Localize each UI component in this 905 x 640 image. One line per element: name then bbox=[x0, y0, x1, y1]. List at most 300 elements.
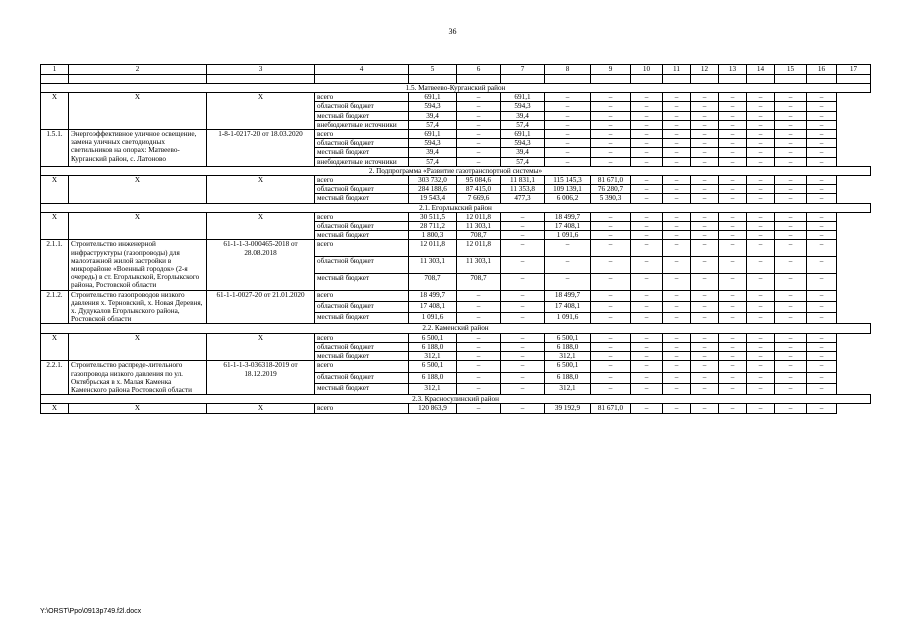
amount-cell: – bbox=[807, 342, 837, 351]
amount-cell: – bbox=[631, 148, 663, 157]
amount-cell: 312,1 bbox=[545, 352, 591, 361]
amount-cell: – bbox=[501, 222, 545, 231]
amount-cell: – bbox=[501, 231, 545, 240]
amount-cell: 1 091,6 bbox=[409, 313, 457, 324]
item-number: 2.1.1. bbox=[41, 240, 69, 290]
amount-cell: – bbox=[747, 194, 775, 203]
amount-cell: – bbox=[663, 139, 691, 148]
amount-cell: – bbox=[591, 240, 631, 257]
amount-cell: – bbox=[501, 342, 545, 351]
amount-cell: – bbox=[807, 120, 837, 129]
amount-cell: – bbox=[691, 290, 719, 301]
amount-cell: – bbox=[807, 185, 837, 194]
amount-cell: – bbox=[719, 139, 747, 148]
amount-cell: 17 408,1 bbox=[545, 301, 591, 312]
amount-cell: – bbox=[807, 222, 837, 231]
amount-cell: – bbox=[691, 361, 719, 372]
item-document: 61-1-1-3-000465-2018 от 28.08.2018 bbox=[207, 240, 315, 290]
amount-cell: – bbox=[775, 404, 807, 413]
amount-cell: – bbox=[747, 231, 775, 240]
amount-cell: – bbox=[775, 148, 807, 157]
amount-cell: – bbox=[691, 148, 719, 157]
amount-cell: – bbox=[747, 212, 775, 221]
amount-cell: – bbox=[719, 148, 747, 157]
amount-cell: – bbox=[663, 273, 691, 290]
amount-cell: – bbox=[719, 222, 747, 231]
amount-cell: – bbox=[719, 342, 747, 351]
section-heading-row bbox=[41, 324, 871, 333]
amount-cell: – bbox=[501, 383, 545, 394]
amount-cell: 691,1 bbox=[501, 93, 545, 102]
amount-cell: – bbox=[545, 120, 591, 129]
amount-cell: – bbox=[457, 313, 501, 324]
amount-cell: 81 671,0 bbox=[591, 404, 631, 413]
item-document: 1-8-1-0217-20 от 18.03.2020 bbox=[207, 130, 315, 167]
item-name: X bbox=[69, 93, 207, 130]
amount-cell: – bbox=[631, 194, 663, 203]
amount-cell: – bbox=[663, 361, 691, 372]
amount-cell: – bbox=[807, 148, 837, 157]
amount-cell: – bbox=[457, 301, 501, 312]
amount-cell: – bbox=[591, 290, 631, 301]
amount-cell: 708,7 bbox=[409, 273, 457, 290]
amount-cell: – bbox=[691, 231, 719, 240]
funding-source: всего bbox=[315, 212, 409, 221]
table-row bbox=[41, 333, 871, 342]
amount-cell: – bbox=[747, 185, 775, 194]
amount-cell: – bbox=[457, 372, 501, 383]
amount-cell: 708,7 bbox=[457, 231, 501, 240]
amount-cell: 95 084,6 bbox=[457, 176, 501, 185]
item-name: Энергоэффективное уличное освещение, замена уличных светодиодных светильников на опорах: Матвеево-Курганский район, с. Латоново bbox=[69, 130, 207, 167]
amount-cell: 7 669,6 bbox=[457, 194, 501, 203]
amount-cell: – bbox=[719, 157, 747, 166]
amount-cell: – bbox=[807, 111, 837, 120]
item-name: Строительство инженерной инфраструктуры (газопроводы) для малоэтажной жилой застройки в микрорайоне «Военный городок» (2-я очередь) в ст. Егорлыкской, Егорлыкского района, Ростовской области bbox=[69, 240, 207, 290]
amount-cell: 6 500,1 bbox=[545, 361, 591, 372]
amount-cell: – bbox=[591, 130, 631, 139]
amount-cell: – bbox=[501, 257, 545, 274]
amount-cell: – bbox=[775, 120, 807, 129]
amount-cell: – bbox=[591, 342, 631, 351]
column-number: 10 bbox=[631, 65, 663, 75]
amount-cell: – bbox=[631, 111, 663, 120]
amount-cell: – bbox=[747, 111, 775, 120]
amount-cell: – bbox=[631, 185, 663, 194]
amount-cell: – bbox=[775, 176, 807, 185]
amount-cell: – bbox=[691, 404, 719, 413]
funding-source: местный бюджет bbox=[315, 273, 409, 290]
amount-cell: – bbox=[457, 120, 501, 129]
section-heading: 2.3. Красносулинский район bbox=[41, 395, 871, 404]
amount-cell: – bbox=[719, 372, 747, 383]
section-heading-row bbox=[41, 166, 871, 175]
amount-cell: – bbox=[591, 139, 631, 148]
amount-cell: – bbox=[691, 185, 719, 194]
item-name: Строительство газопроводов низкого давления х. Терновский, х. Новая Деревня, х. Дудукалов Егорлыкского района, Ростовской области bbox=[69, 290, 207, 324]
funding-source: всего bbox=[315, 404, 409, 413]
amount-cell: – bbox=[631, 231, 663, 240]
amount-cell: – bbox=[457, 342, 501, 351]
funding-source: всего bbox=[315, 176, 409, 185]
funding-source: всего bbox=[315, 130, 409, 139]
amount-cell: – bbox=[501, 361, 545, 372]
item-document: 61-1-1-3-036318-2019 от 18.12.2019 bbox=[207, 361, 315, 395]
amount-cell: – bbox=[631, 120, 663, 129]
amount-cell: – bbox=[775, 194, 807, 203]
item-number: X bbox=[41, 212, 69, 240]
amount-cell: – bbox=[631, 333, 663, 342]
funding-source: всего bbox=[315, 333, 409, 342]
column-number: 14 bbox=[747, 65, 775, 75]
column-number: 17 bbox=[837, 65, 871, 75]
amount-cell: – bbox=[591, 257, 631, 274]
item-number: 1.5.1. bbox=[41, 130, 69, 167]
amount-cell: – bbox=[691, 273, 719, 290]
blank-cell bbox=[315, 75, 409, 84]
amount-cell: – bbox=[807, 257, 837, 274]
amount-cell: 12 011,8 bbox=[457, 212, 501, 221]
section-heading: 1.5. Матвеево-Курганский район bbox=[41, 84, 871, 93]
amount-cell: – bbox=[691, 120, 719, 129]
amount-cell: 594,3 bbox=[501, 102, 545, 111]
amount-cell: – bbox=[719, 194, 747, 203]
amount-cell: – bbox=[631, 383, 663, 394]
blank-cell bbox=[457, 75, 501, 84]
amount-cell: – bbox=[719, 231, 747, 240]
amount-cell: 1 091,6 bbox=[545, 231, 591, 240]
amount-cell: – bbox=[775, 383, 807, 394]
amount-cell: – bbox=[747, 313, 775, 324]
item-number: 2.1.2. bbox=[41, 290, 69, 324]
amount-cell: – bbox=[501, 212, 545, 221]
amount-cell: – bbox=[691, 301, 719, 312]
item-document: X bbox=[207, 176, 315, 204]
amount-cell: – bbox=[719, 273, 747, 290]
amount-cell: 57,4 bbox=[409, 120, 457, 129]
amount-cell: – bbox=[775, 139, 807, 148]
amount-cell: – bbox=[775, 257, 807, 274]
amount-cell: – bbox=[719, 130, 747, 139]
amount-cell: – bbox=[591, 120, 631, 129]
item-number: X bbox=[41, 176, 69, 204]
amount-cell: – bbox=[807, 93, 837, 102]
amount-cell: – bbox=[719, 352, 747, 361]
amount-cell: – bbox=[457, 157, 501, 166]
amount-cell: 81 671,0 bbox=[591, 176, 631, 185]
amount-cell: 6 500,1 bbox=[409, 361, 457, 372]
amount-cell: – bbox=[663, 185, 691, 194]
amount-cell: – bbox=[631, 372, 663, 383]
amount-cell: – bbox=[663, 313, 691, 324]
amount-cell: – bbox=[691, 130, 719, 139]
amount-cell: 12 011,8 bbox=[457, 240, 501, 257]
amount-cell: – bbox=[457, 383, 501, 394]
amount-cell: – bbox=[591, 361, 631, 372]
amount-cell: – bbox=[807, 102, 837, 111]
amount-cell: – bbox=[719, 111, 747, 120]
amount-cell: – bbox=[631, 176, 663, 185]
amount-cell: – bbox=[719, 313, 747, 324]
amount-cell: – bbox=[747, 333, 775, 342]
amount-cell: – bbox=[807, 404, 837, 413]
amount-cell: – bbox=[663, 176, 691, 185]
blank-cell bbox=[545, 75, 591, 84]
amount-cell: 6 006,2 bbox=[545, 194, 591, 203]
amount-cell: – bbox=[545, 273, 591, 290]
amount-cell: – bbox=[747, 176, 775, 185]
budget-table bbox=[40, 64, 871, 414]
funding-source: областной бюджет bbox=[315, 185, 409, 194]
amount-cell: 11 831,1 bbox=[501, 176, 545, 185]
amount-cell: – bbox=[807, 194, 837, 203]
amount-cell: – bbox=[631, 240, 663, 257]
amount-cell: 18 499,7 bbox=[545, 212, 591, 221]
amount-cell: 5 390,3 bbox=[591, 194, 631, 203]
amount-cell: – bbox=[807, 290, 837, 301]
amount-cell: – bbox=[747, 342, 775, 351]
amount-cell: – bbox=[719, 301, 747, 312]
amount-cell: – bbox=[775, 361, 807, 372]
amount-cell: – bbox=[457, 361, 501, 372]
amount-cell: – bbox=[457, 333, 501, 342]
amount-cell: – bbox=[457, 352, 501, 361]
blank-cell bbox=[501, 75, 545, 84]
amount-cell: 11 303,1 bbox=[457, 222, 501, 231]
blank-cell bbox=[775, 75, 807, 84]
amount-cell: – bbox=[775, 342, 807, 351]
amount-cell: 39,4 bbox=[409, 148, 457, 157]
amount-cell: – bbox=[747, 240, 775, 257]
funding-source: внебюджетные источники bbox=[315, 157, 409, 166]
amount-cell: – bbox=[691, 176, 719, 185]
amount-cell: – bbox=[663, 111, 691, 120]
amount-cell: – bbox=[663, 194, 691, 203]
amount-cell: 6 188,0 bbox=[545, 342, 591, 351]
funding-source: местный бюджет bbox=[315, 111, 409, 120]
amount-cell: – bbox=[719, 257, 747, 274]
amount-cell: – bbox=[631, 273, 663, 290]
amount-cell: – bbox=[807, 273, 837, 290]
amount-cell: – bbox=[663, 383, 691, 394]
section-heading-row bbox=[41, 203, 871, 212]
amount-cell: – bbox=[719, 120, 747, 129]
funding-source: областной бюджет bbox=[315, 257, 409, 274]
amount-cell: – bbox=[631, 361, 663, 372]
amount-cell: – bbox=[807, 176, 837, 185]
item-number: X bbox=[41, 333, 69, 361]
funding-source: областной бюджет bbox=[315, 102, 409, 111]
amount-cell: – bbox=[747, 301, 775, 312]
amount-cell: – bbox=[775, 372, 807, 383]
amount-cell: – bbox=[545, 139, 591, 148]
amount-cell: – bbox=[663, 342, 691, 351]
amount-cell: 76 280,7 bbox=[591, 185, 631, 194]
item-name: X bbox=[69, 176, 207, 204]
table-row bbox=[41, 404, 871, 413]
amount-cell: 39,4 bbox=[501, 148, 545, 157]
amount-cell: 691,1 bbox=[501, 130, 545, 139]
amount-cell: 28 711,2 bbox=[409, 222, 457, 231]
column-number: 7 bbox=[501, 65, 545, 75]
table-row bbox=[41, 176, 871, 185]
amount-cell: – bbox=[807, 352, 837, 361]
amount-cell: – bbox=[631, 212, 663, 221]
amount-cell: 39,4 bbox=[409, 111, 457, 120]
amount-cell: 11 303,1 bbox=[457, 257, 501, 274]
amount-cell: – bbox=[591, 93, 631, 102]
amount-cell: – bbox=[457, 111, 501, 120]
amount-cell: – bbox=[663, 231, 691, 240]
amount-cell: – bbox=[501, 273, 545, 290]
funding-source: всего bbox=[315, 361, 409, 372]
amount-cell: – bbox=[663, 290, 691, 301]
amount-cell: – bbox=[663, 301, 691, 312]
blank-cell bbox=[663, 75, 691, 84]
column-number: 15 bbox=[775, 65, 807, 75]
amount-cell: – bbox=[663, 257, 691, 274]
amount-cell: – bbox=[501, 333, 545, 342]
section-heading: 2.2. Каменский район bbox=[41, 324, 871, 333]
column-number: 3 bbox=[207, 65, 315, 75]
amount-cell: 19 543,4 bbox=[409, 194, 457, 203]
funding-source: местный бюджет bbox=[315, 383, 409, 394]
amount-cell: – bbox=[545, 240, 591, 257]
amount-cell: – bbox=[807, 372, 837, 383]
amount-cell: – bbox=[631, 352, 663, 361]
amount-cell: – bbox=[747, 257, 775, 274]
column-number: 8 bbox=[545, 65, 591, 75]
amount-cell: – bbox=[775, 333, 807, 342]
amount-cell: – bbox=[501, 290, 545, 301]
amount-cell: – bbox=[747, 352, 775, 361]
amount-cell: 115 145,3 bbox=[545, 176, 591, 185]
column-number-row bbox=[41, 65, 871, 75]
amount-cell: – bbox=[747, 148, 775, 157]
column-number: 13 bbox=[719, 65, 747, 75]
amount-cell: – bbox=[631, 130, 663, 139]
amount-cell: – bbox=[775, 212, 807, 221]
blank-row bbox=[41, 75, 871, 84]
amount-cell: – bbox=[663, 333, 691, 342]
blank-cell bbox=[631, 75, 663, 84]
column-number: 9 bbox=[591, 65, 631, 75]
table-row bbox=[41, 361, 871, 372]
amount-cell: – bbox=[775, 313, 807, 324]
amount-cell: – bbox=[663, 102, 691, 111]
amount-cell: – bbox=[807, 361, 837, 372]
amount-cell: – bbox=[631, 222, 663, 231]
amount-cell: 109 139,1 bbox=[545, 185, 591, 194]
amount-cell: – bbox=[775, 290, 807, 301]
amount-cell: 691,1 bbox=[409, 130, 457, 139]
amount-cell: 30 511,5 bbox=[409, 212, 457, 221]
amount-cell: – bbox=[691, 240, 719, 257]
funding-source: местный бюджет bbox=[315, 352, 409, 361]
amount-cell: – bbox=[591, 111, 631, 120]
amount-cell: – bbox=[457, 139, 501, 148]
funding-source: областной бюджет bbox=[315, 342, 409, 351]
amount-cell: – bbox=[591, 273, 631, 290]
amount-cell: – bbox=[663, 93, 691, 102]
amount-cell: – bbox=[691, 333, 719, 342]
amount-cell: – bbox=[719, 404, 747, 413]
amount-cell: – bbox=[631, 139, 663, 148]
amount-cell: – bbox=[747, 372, 775, 383]
amount-cell: – bbox=[775, 102, 807, 111]
amount-cell: – bbox=[807, 231, 837, 240]
section-heading-row bbox=[41, 84, 871, 93]
amount-cell: – bbox=[775, 130, 807, 139]
column-number: 2 bbox=[69, 65, 207, 75]
column-number: 16 bbox=[807, 65, 837, 75]
page-number: 36 bbox=[448, 27, 457, 36]
amount-cell: – bbox=[691, 93, 719, 102]
amount-cell: – bbox=[747, 290, 775, 301]
amount-cell: – bbox=[663, 212, 691, 221]
amount-cell: 12 011,8 bbox=[409, 240, 457, 257]
item-document: X bbox=[207, 212, 315, 240]
amount-cell: – bbox=[591, 301, 631, 312]
amount-cell: 6 500,1 bbox=[545, 333, 591, 342]
amount-cell: – bbox=[591, 148, 631, 157]
amount-cell: 11 353,8 bbox=[501, 185, 545, 194]
amount-cell: – bbox=[719, 290, 747, 301]
item-number: X bbox=[41, 404, 69, 413]
item-name: X bbox=[69, 212, 207, 240]
amount-cell: – bbox=[545, 93, 591, 102]
amount-cell: – bbox=[747, 120, 775, 129]
amount-cell: – bbox=[457, 93, 501, 102]
amount-cell: 39,4 bbox=[501, 111, 545, 120]
amount-cell: – bbox=[501, 404, 545, 413]
amount-cell: – bbox=[663, 120, 691, 129]
amount-cell: – bbox=[591, 383, 631, 394]
funding-source: областной бюджет bbox=[315, 301, 409, 312]
section-heading-row bbox=[41, 395, 871, 404]
column-number: 5 bbox=[409, 65, 457, 75]
amount-cell: – bbox=[591, 352, 631, 361]
amount-cell: 57,4 bbox=[501, 120, 545, 129]
amount-cell: – bbox=[775, 231, 807, 240]
amount-cell: 17 408,1 bbox=[545, 222, 591, 231]
amount-cell: 17 408,1 bbox=[409, 301, 457, 312]
amount-cell: – bbox=[631, 157, 663, 166]
column-number: 1 bbox=[41, 65, 69, 75]
amount-cell: – bbox=[631, 313, 663, 324]
column-number: 6 bbox=[457, 65, 501, 75]
column-number: 12 bbox=[691, 65, 719, 75]
amount-cell: – bbox=[719, 383, 747, 394]
item-document: X bbox=[207, 333, 315, 361]
column-number: 11 bbox=[663, 65, 691, 75]
amount-cell: – bbox=[775, 301, 807, 312]
amount-cell: – bbox=[807, 240, 837, 257]
amount-cell: 312,1 bbox=[409, 383, 457, 394]
funding-source: областной бюджет bbox=[315, 372, 409, 383]
funding-source: местный бюджет bbox=[315, 148, 409, 157]
section-heading: 2.1. Егорлыкский район bbox=[41, 203, 871, 212]
column-number: 4 bbox=[315, 65, 409, 75]
amount-cell: – bbox=[545, 130, 591, 139]
amount-cell: – bbox=[545, 257, 591, 274]
blank-cell bbox=[409, 75, 457, 84]
amount-cell: 6 500,1 bbox=[409, 333, 457, 342]
funding-source: всего bbox=[315, 93, 409, 102]
funding-source: всего bbox=[315, 290, 409, 301]
funding-source: всего bbox=[315, 240, 409, 257]
item-document: 61-1-1-0027-20 от 21.01.2020 bbox=[207, 290, 315, 324]
